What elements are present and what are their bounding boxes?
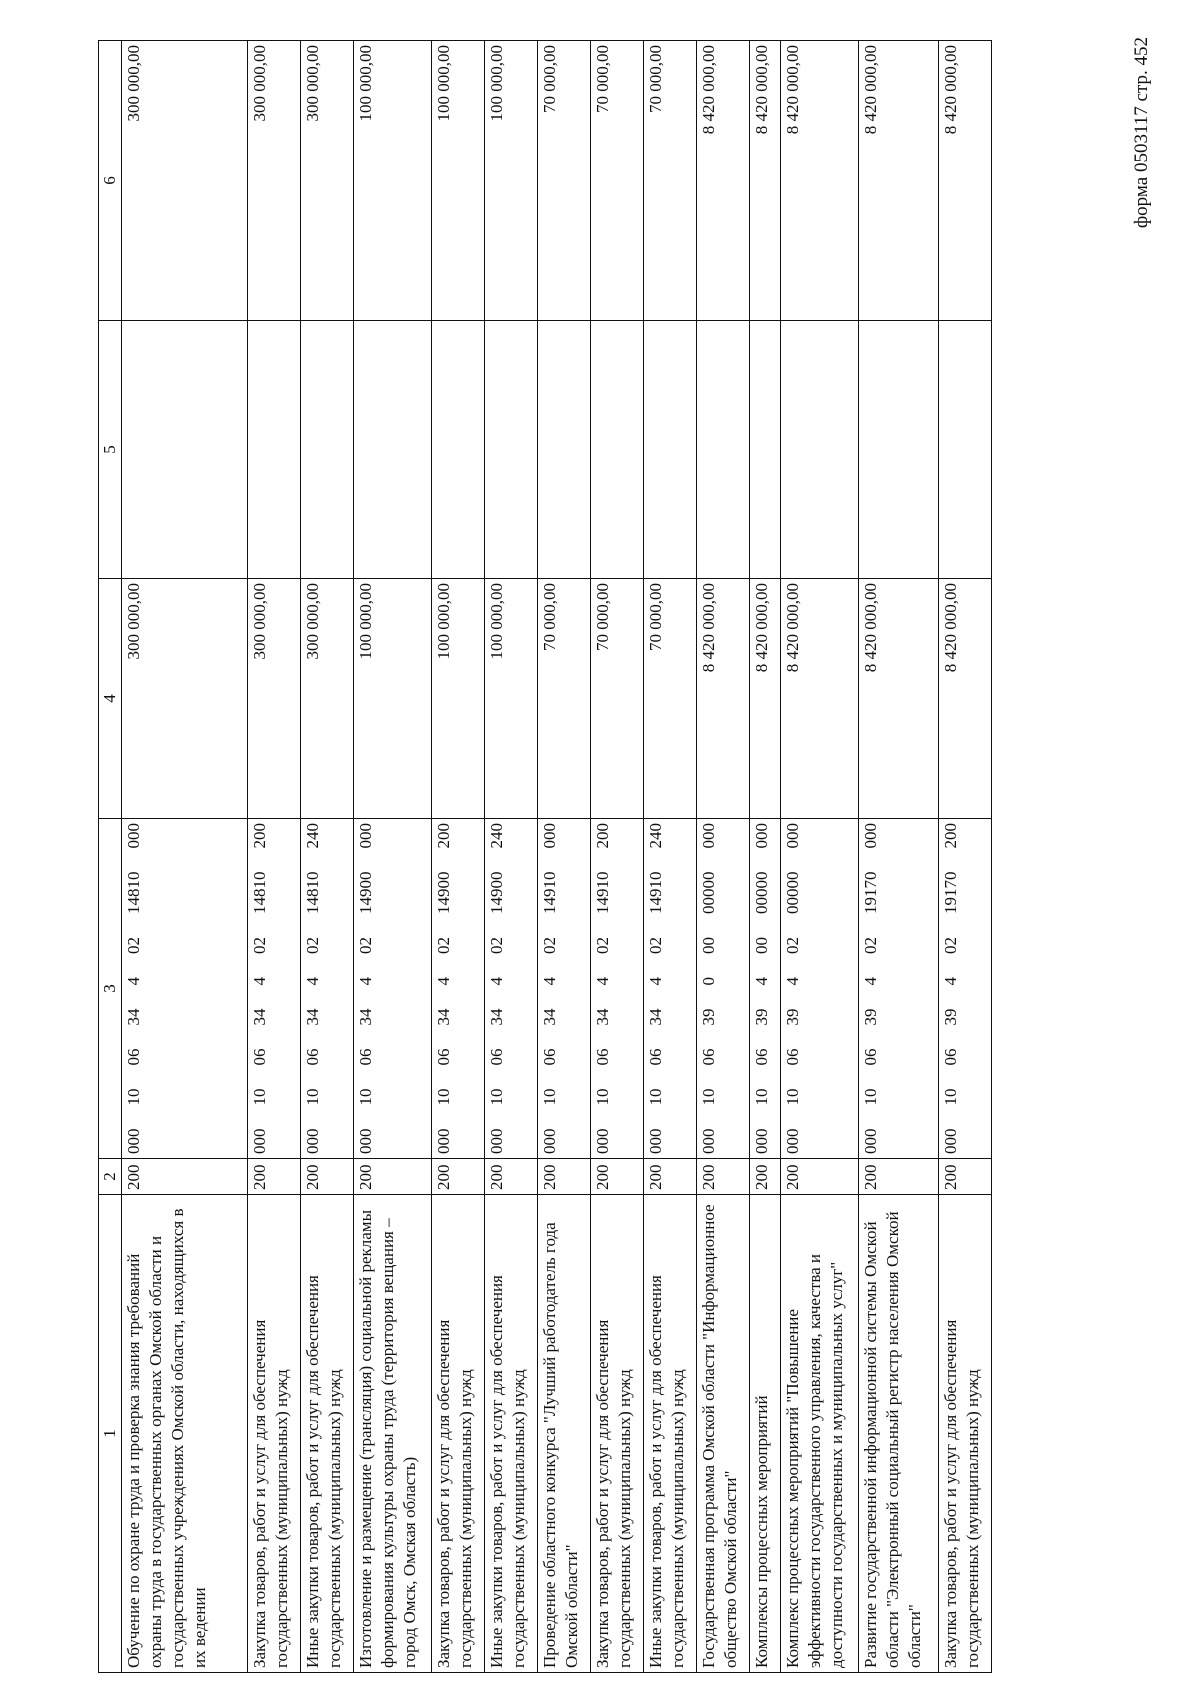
code-segment: 10 <box>593 1088 612 1106</box>
approved-amount-cell: 8 420 000,00 <box>859 579 939 819</box>
code-segment: 39 <box>699 1008 718 1026</box>
code-segment: 000 <box>303 1128 322 1154</box>
approved-amount-cell: 8 420 000,00 <box>750 579 781 819</box>
unexecuted-amount-cell: 100 000,00 <box>432 41 485 321</box>
code-segment: 39 <box>752 1008 771 1026</box>
code-segment: 4 <box>752 977 771 986</box>
table-row <box>750 41 781 1673</box>
executed-amount-cell <box>248 321 301 579</box>
budget-classification-code-cell <box>781 819 859 1159</box>
approved-amount-cell: 70 000,00 <box>644 579 697 819</box>
code-segment: 02 <box>250 937 269 954</box>
code-segment: 06 <box>487 1048 506 1066</box>
code-segment: 000 <box>752 823 771 849</box>
line-code-cell: 200 <box>248 1159 301 1195</box>
code-segment: 000 <box>593 1128 612 1154</box>
code-segment: 000 <box>356 1128 375 1154</box>
header-cell: 3 <box>99 819 122 1159</box>
expense-name-cell: Обучение по охране труда и проверка знания требований охраны труда в государственных органах Омской области и государственных учреждениях Омской области, находящихся в их ведении <box>122 1195 248 1673</box>
budget-classification-code-cell <box>301 819 354 1159</box>
code-segment: 14810 <box>250 871 269 914</box>
code-segment: 06 <box>356 1048 375 1066</box>
code-segment: 02 <box>303 937 322 954</box>
unexecuted-amount-cell: 100 000,00 <box>485 41 538 321</box>
code-segment: 000 <box>646 1128 665 1154</box>
table-row <box>939 41 992 1673</box>
budget-classification-code <box>123 823 145 1154</box>
table-row <box>122 41 248 1673</box>
code-segment: 34 <box>250 1008 269 1026</box>
approved-amount-cell: 300 000,00 <box>248 579 301 819</box>
code-segment: 10 <box>434 1088 453 1106</box>
code-segment: 06 <box>699 1048 718 1066</box>
code-segment: 240 <box>646 823 665 849</box>
budget-classification-code <box>249 823 271 1154</box>
expense-name-cell: Иные закупки товаров, работ и услуг для обеспечения государственных (муниципальных) нужд <box>301 1195 354 1673</box>
code-segment: 10 <box>487 1088 506 1106</box>
line-code-cell: 200 <box>122 1159 248 1195</box>
code-segment: 10 <box>646 1088 665 1106</box>
code-segment: 4 <box>250 977 269 986</box>
code-segment: 39 <box>861 1008 880 1026</box>
code-segment: 4 <box>593 977 612 986</box>
table-row <box>859 41 939 1673</box>
code-segment: 000 <box>752 1128 771 1154</box>
code-segment: 10 <box>941 1088 960 1106</box>
code-segment: 06 <box>783 1048 802 1066</box>
approved-amount-cell: 8 420 000,00 <box>939 579 992 819</box>
budget-classification-code-cell <box>750 819 781 1159</box>
executed-amount-cell <box>781 321 859 579</box>
expense-name-cell: Развитие государственной информационной системы Омской области "Электронный социальный регистр населения Омской области" <box>859 1195 939 1673</box>
budget-classification-code-cell <box>591 819 644 1159</box>
budget-execution-table <box>98 40 992 1673</box>
unexecuted-amount-cell: 70 000,00 <box>644 41 697 321</box>
approved-amount-cell: 8 420 000,00 <box>781 579 859 819</box>
budget-classification-code <box>486 823 508 1154</box>
code-segment: 10 <box>250 1088 269 1106</box>
line-code-cell: 200 <box>781 1159 859 1195</box>
approved-amount-cell: 100 000,00 <box>354 579 432 819</box>
line-code-cell: 200 <box>859 1159 939 1195</box>
code-segment: 4 <box>941 977 960 986</box>
code-segment: 10 <box>861 1088 880 1106</box>
code-segment: 14910 <box>646 871 665 914</box>
unexecuted-amount-cell: 300 000,00 <box>301 41 354 321</box>
budget-classification-code <box>860 823 882 1154</box>
budget-classification-code-cell <box>485 819 538 1159</box>
code-segment: 14910 <box>593 871 612 914</box>
executed-amount-cell <box>354 321 432 579</box>
code-segment: 000 <box>250 1128 269 1154</box>
code-segment: 06 <box>752 1048 771 1066</box>
code-segment: 000 <box>861 1128 880 1154</box>
code-segment: 000 <box>783 823 802 849</box>
code-segment: 10 <box>124 1088 143 1106</box>
line-code-cell: 200 <box>301 1159 354 1195</box>
unexecuted-amount-cell: 100 000,00 <box>354 41 432 321</box>
header-cell: 4 <box>99 579 122 819</box>
code-segment: 10 <box>540 1088 559 1106</box>
code-segment: 00000 <box>752 871 771 914</box>
code-segment: 06 <box>303 1048 322 1066</box>
code-segment: 10 <box>356 1088 375 1106</box>
code-segment: 000 <box>434 1128 453 1154</box>
code-segment: 34 <box>124 1008 143 1026</box>
expense-name-cell: Изготовление и размещение (трансляция) социальной рекламы формирования культуры охраны труда (территория вещания – город Омск, Омская область) <box>354 1195 432 1673</box>
executed-amount-cell <box>122 321 248 579</box>
expense-name-cell: Закупка товаров, работ и услуг для обеспечения государственных (муниципальных) нужд <box>591 1195 644 1673</box>
executed-amount-cell <box>301 321 354 579</box>
unexecuted-amount-cell: 300 000,00 <box>122 41 248 321</box>
code-segment: 10 <box>783 1088 802 1106</box>
code-segment: 19170 <box>941 871 960 914</box>
expense-name-cell: Комплексы процессных мероприятий <box>750 1195 781 1673</box>
unexecuted-amount-cell: 8 420 000,00 <box>750 41 781 321</box>
code-segment: 06 <box>540 1048 559 1066</box>
unexecuted-amount-cell: 8 420 000,00 <box>859 41 939 321</box>
expense-name-cell: Закупка товаров, работ и услуг для обеспечения государственных (муниципальных) нужд <box>248 1195 301 1673</box>
expense-name-cell: Государственная программа Омской области "Информационное общество Омской области" <box>697 1195 750 1673</box>
unexecuted-amount-cell: 70 000,00 <box>591 41 644 321</box>
expense-name-cell: Закупка товаров, работ и услуг для обеспечения государственных (муниципальных) нужд <box>432 1195 485 1673</box>
approved-amount-cell: 300 000,00 <box>301 579 354 819</box>
code-segment: 00 <box>752 937 771 954</box>
approved-amount-cell: 100 000,00 <box>485 579 538 819</box>
code-segment: 34 <box>593 1008 612 1026</box>
header-cell: 2 <box>99 1159 122 1195</box>
code-segment: 02 <box>356 937 375 954</box>
code-segment: 4 <box>356 977 375 986</box>
code-segment: 10 <box>303 1088 322 1106</box>
unexecuted-amount-cell: 8 420 000,00 <box>697 41 750 321</box>
table-row <box>432 41 485 1673</box>
unexecuted-amount-cell: 70 000,00 <box>538 41 591 321</box>
line-code-cell: 200 <box>485 1159 538 1195</box>
budget-classification-code-cell <box>354 819 432 1159</box>
code-segment: 00000 <box>783 871 802 914</box>
approved-amount-cell: 8 420 000,00 <box>697 579 750 819</box>
code-segment: 39 <box>783 1008 802 1026</box>
executed-amount-cell <box>644 321 697 579</box>
executed-amount-cell <box>750 321 781 579</box>
expense-name-cell: Иные закупки товаров, работ и услуг для обеспечения государственных (муниципальных) нужд <box>644 1195 697 1673</box>
code-segment: 240 <box>303 823 322 849</box>
approved-amount-cell: 70 000,00 <box>538 579 591 819</box>
budget-classification-code-cell <box>939 819 992 1159</box>
line-code-cell: 200 <box>644 1159 697 1195</box>
code-segment: 10 <box>752 1088 771 1106</box>
code-segment: 34 <box>356 1008 375 1026</box>
code-segment: 4 <box>646 977 665 986</box>
expense-name-cell: Проведение областного конкурса "Лучший работодатель года Омской области" <box>538 1195 591 1673</box>
budget-classification-code <box>433 823 455 1154</box>
budget-classification-code <box>782 823 804 1154</box>
code-segment: 06 <box>434 1048 453 1066</box>
executed-amount-cell <box>538 321 591 579</box>
table-row <box>248 41 301 1673</box>
budget-classification-code <box>355 823 377 1154</box>
table-row <box>697 41 750 1673</box>
code-segment: 000 <box>124 1128 143 1154</box>
code-segment: 00 <box>699 937 718 954</box>
budget-classification-code-cell <box>122 819 248 1159</box>
code-segment: 4 <box>303 977 322 986</box>
code-segment: 000 <box>356 823 375 849</box>
code-segment: 4 <box>434 977 453 986</box>
code-segment: 000 <box>941 1128 960 1154</box>
code-segment: 10 <box>699 1088 718 1106</box>
code-segment: 02 <box>487 937 506 954</box>
expense-name-cell: Иные закупки товаров, работ и услуг для обеспечения государственных (муниципальных) нужд <box>485 1195 538 1673</box>
table-row <box>301 41 354 1673</box>
line-code-cell: 200 <box>750 1159 781 1195</box>
code-segment: 02 <box>783 937 802 954</box>
approved-amount-cell: 70 000,00 <box>591 579 644 819</box>
code-segment: 4 <box>124 977 143 986</box>
unexecuted-amount-cell: 8 420 000,00 <box>939 41 992 321</box>
expense-name-cell: Закупка товаров, работ и услуг для обеспечения государственных (муниципальных) нужд <box>939 1195 992 1673</box>
budget-classification-code <box>645 823 667 1154</box>
table-row <box>591 41 644 1673</box>
budget-classification-code-cell <box>248 819 301 1159</box>
code-segment: 06 <box>593 1048 612 1066</box>
executed-amount-cell <box>485 321 538 579</box>
code-segment: 000 <box>699 823 718 849</box>
budget-classification-code <box>302 823 324 1154</box>
code-segment: 34 <box>540 1008 559 1026</box>
code-segment: 06 <box>646 1048 665 1066</box>
code-segment: 14910 <box>540 871 559 914</box>
header-cell: 5 <box>99 321 122 579</box>
code-segment: 14810 <box>124 871 143 914</box>
code-segment: 00000 <box>699 871 718 914</box>
budget-classification-code <box>698 823 720 1154</box>
code-segment: 34 <box>303 1008 322 1026</box>
budget-classification-code <box>539 823 561 1154</box>
code-segment: 02 <box>540 937 559 954</box>
code-segment: 02 <box>861 937 880 954</box>
table-row <box>644 41 697 1673</box>
table-body <box>99 41 992 1673</box>
code-segment: 02 <box>941 937 960 954</box>
form-reference: форма 0503117 стр. 452 <box>1131 37 1152 229</box>
budget-classification-code-cell <box>644 819 697 1159</box>
code-segment: 4 <box>783 977 802 986</box>
executed-amount-cell <box>591 321 644 579</box>
code-segment: 34 <box>646 1008 665 1026</box>
code-segment: 02 <box>593 937 612 954</box>
code-segment: 000 <box>540 1128 559 1154</box>
code-segment: 06 <box>250 1048 269 1066</box>
code-segment: 000 <box>861 823 880 849</box>
line-code-cell: 200 <box>697 1159 750 1195</box>
budget-classification-code-cell <box>538 819 591 1159</box>
code-segment: 200 <box>593 823 612 849</box>
code-segment: 4 <box>487 977 506 986</box>
header-cell: 6 <box>99 41 122 321</box>
line-code-cell: 200 <box>432 1159 485 1195</box>
line-code-cell: 200 <box>538 1159 591 1195</box>
code-segment: 06 <box>861 1048 880 1066</box>
unexecuted-amount-cell: 300 000,00 <box>248 41 301 321</box>
budget-classification-code <box>592 823 614 1154</box>
line-code-cell: 200 <box>591 1159 644 1195</box>
code-segment: 000 <box>699 1128 718 1154</box>
code-segment: 14900 <box>487 871 506 914</box>
code-segment: 39 <box>941 1008 960 1026</box>
approved-amount-cell: 100 000,00 <box>432 579 485 819</box>
line-code-cell: 200 <box>354 1159 432 1195</box>
executed-amount-cell <box>939 321 992 579</box>
code-segment: 240 <box>487 823 506 849</box>
code-segment: 14900 <box>434 871 453 914</box>
column-number-row <box>99 41 122 1673</box>
code-segment: 34 <box>434 1008 453 1026</box>
code-segment: 06 <box>941 1048 960 1066</box>
code-segment: 06 <box>124 1048 143 1066</box>
header-cell: 1 <box>99 1195 122 1673</box>
approved-amount-cell: 300 000,00 <box>122 579 248 819</box>
budget-classification-code-cell <box>859 819 939 1159</box>
executed-amount-cell <box>432 321 485 579</box>
code-segment: 000 <box>124 823 143 849</box>
code-segment: 0 <box>699 977 718 986</box>
code-segment: 000 <box>783 1128 802 1154</box>
code-segment: 02 <box>646 937 665 954</box>
code-segment: 200 <box>434 823 453 849</box>
code-segment: 02 <box>434 937 453 954</box>
unexecuted-amount-cell: 8 420 000,00 <box>781 41 859 321</box>
code-segment: 000 <box>540 823 559 849</box>
budget-classification-code <box>751 823 773 1154</box>
table-row <box>485 41 538 1673</box>
code-segment: 02 <box>124 937 143 954</box>
budget-classification-code <box>940 823 962 1154</box>
expense-name-cell: Комплекс процессных мероприятий "Повышение эффективности государственного управления, качества и доступности государственных и муниципальных услуг" <box>781 1195 859 1673</box>
table-row <box>538 41 591 1673</box>
code-segment: 200 <box>250 823 269 849</box>
line-code-cell: 200 <box>939 1159 992 1195</box>
budget-classification-code-cell <box>697 819 750 1159</box>
executed-amount-cell <box>859 321 939 579</box>
code-segment: 4 <box>861 977 880 986</box>
code-segment: 19170 <box>861 871 880 914</box>
executed-amount-cell <box>697 321 750 579</box>
code-segment: 14900 <box>356 871 375 914</box>
code-segment: 14810 <box>303 871 322 914</box>
code-segment: 200 <box>941 823 960 849</box>
code-segment: 34 <box>487 1008 506 1026</box>
table-row <box>354 41 432 1673</box>
table-row <box>781 41 859 1673</box>
code-segment: 000 <box>487 1128 506 1154</box>
code-segment: 4 <box>540 977 559 986</box>
budget-classification-code-cell <box>432 819 485 1159</box>
